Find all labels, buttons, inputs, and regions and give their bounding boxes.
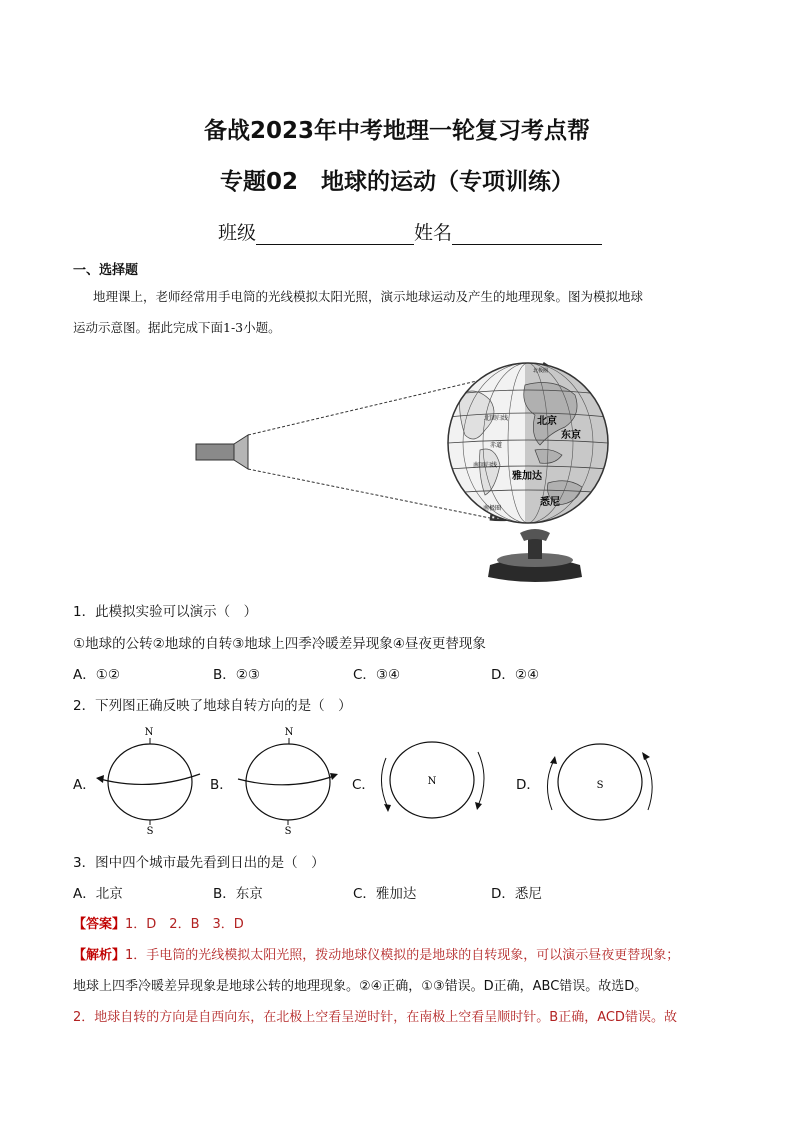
- class-blank: [256, 224, 414, 245]
- diagram-b: [226, 722, 346, 837]
- diagram-a-south: S: [146, 826, 154, 837]
- explanation-line-3: 2．地球自转的方向是自西向东，在北极上空看呈逆时针，在南极上空看呈顺时针。B正确，ACD错误。故: [73, 1010, 677, 1025]
- globe-flashlight-illustration: [190, 355, 620, 585]
- page-title: 备战2023年中考地理一轮复习考点帮: [203, 118, 590, 144]
- label-tropic-north: 北回归线: [484, 415, 509, 422]
- label-south-polar-circle: 南极圈: [483, 505, 502, 512]
- class-label: 班级: [218, 222, 257, 244]
- diagram-d-south: S: [596, 780, 604, 791]
- diagram-a-arrow-icon: [96, 775, 104, 783]
- flashlight-icon: [196, 435, 248, 469]
- question-1-items: ①地球的公转②地球的自转③地球上四季冷暖差异现象④昼夜更替现象: [73, 636, 486, 652]
- name-label: 姓名: [414, 222, 453, 244]
- question-3-option-b: B．东京: [213, 886, 263, 902]
- diagram-c-left-arrow-icon: [384, 804, 391, 812]
- label-sydney: 悉尼: [540, 497, 560, 508]
- answer-text: 1．D 2．B 3．D: [125, 917, 244, 932]
- label-beijing: 北京: [537, 416, 557, 427]
- question-1-option-a: A．①②: [73, 667, 120, 683]
- class-name-line: [218, 218, 602, 245]
- answer-line: [73, 913, 244, 932]
- diagram-a-north: N: [144, 727, 154, 738]
- question-2-option-c: C．: [352, 777, 375, 793]
- question-3-stem: 3．图中四个城市最先看到日出的是（ ）: [73, 855, 325, 871]
- diagram-b-arrow-icon: [330, 773, 338, 780]
- explanation-line-1: [73, 944, 679, 963]
- diagram-c: [370, 730, 500, 830]
- question-2-stem: 2．下列图正确反映了地球自转方向的是（ ）: [73, 698, 352, 714]
- light-beam-bottom: [248, 469, 490, 518]
- question-3-option-d: D．悉尼: [491, 886, 542, 902]
- label-equator: 赤道: [490, 442, 503, 449]
- diagram-d-left-arrow-icon: [550, 756, 557, 764]
- diagram-a: [88, 722, 208, 837]
- question-2-option-d: D．: [516, 777, 540, 793]
- label-tokyo: 东京: [561, 430, 581, 441]
- diagram-b-south: S: [284, 826, 292, 837]
- diagram-b-north: N: [284, 727, 294, 738]
- explanation-text-1: 1．手电筒的光线模拟太阳光照，拨动地球仪模拟的是地球的自转现象，可以演示昼夜更替现象；: [125, 948, 680, 963]
- question-1-option-d: D．②④: [491, 667, 540, 683]
- section-heading: 一、选择题: [73, 263, 139, 278]
- label-tropic-south: 南回归线: [473, 462, 498, 469]
- diagram-d: [538, 730, 668, 830]
- question-1-stem: 1．此模拟实验可以演示（ ）: [73, 604, 258, 620]
- question-2-option-a: A．: [73, 777, 96, 793]
- diagram-c-right-arrow-icon: [475, 802, 482, 810]
- intro-line-1: 地理课上，老师经常用手电筒的光线模拟太阳光照，演示地球运动及产生的地理现象。图为模拟地球: [93, 289, 644, 304]
- question-1-option-c: C．③④: [353, 667, 401, 683]
- answer-tag: 【答案】: [73, 917, 126, 932]
- question-3-option-a: A．北京: [73, 886, 123, 902]
- intro-line-2: 运动示意图。据此完成下面1-3小题。: [73, 320, 281, 335]
- label-jakarta: 雅加达: [512, 471, 542, 482]
- page-subtitle: 专题02 地球的运动（专项训练）: [219, 169, 574, 195]
- globe-stand: [488, 529, 582, 582]
- explanation-line-2: 地球上四季冷暖差异现象是地球公转的地理现象。②④正确，①③错误。D正确，ABC错误。故选D。: [73, 979, 648, 994]
- diagram-d-right-arrow-icon: [642, 752, 650, 760]
- question-1-option-b: B．②③: [213, 667, 260, 683]
- question-2-option-b: B．: [210, 777, 233, 793]
- explanation-tag: 【解析】: [73, 948, 126, 963]
- question-3-option-c: C．雅加达: [353, 886, 417, 902]
- diagram-c-north: N: [427, 776, 437, 787]
- globe: [448, 363, 608, 523]
- name-blank: [452, 224, 602, 245]
- label-north-polar-circle: 北极圈: [533, 368, 549, 374]
